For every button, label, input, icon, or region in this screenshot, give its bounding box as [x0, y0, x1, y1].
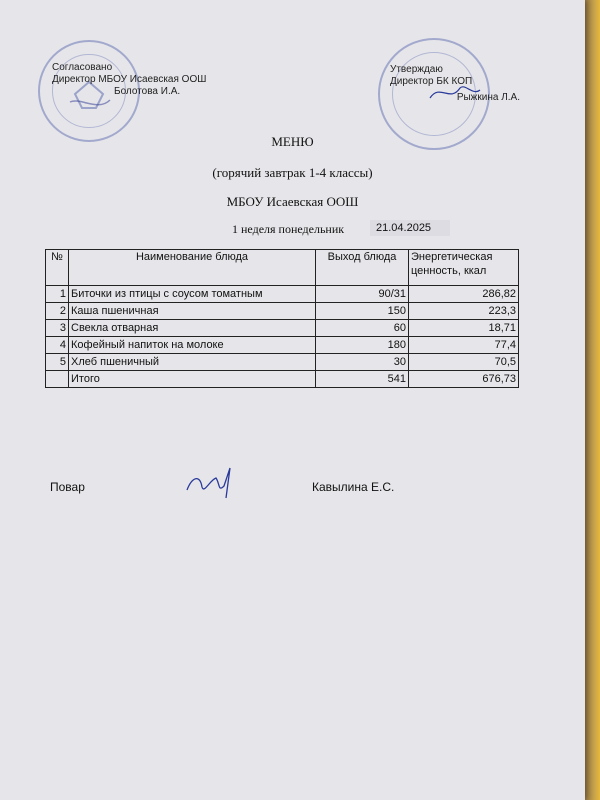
table-row — [46, 303, 519, 320]
left-approval-position: Директор МБОУ Исаевская ООШ — [52, 74, 207, 85]
row-dish: Свекла отварная — [69, 320, 316, 337]
row-energy: 223,3 — [409, 303, 519, 320]
page-title: МЕНЮ — [271, 134, 314, 149]
row-energy: 286,82 — [409, 286, 519, 303]
row-number: 2 — [46, 303, 69, 320]
total-yield: 541 — [316, 371, 409, 388]
total-number — [46, 371, 69, 388]
cook-signature-icon — [182, 462, 242, 502]
right-approval-position: Директор БК КОП — [390, 76, 473, 87]
cook-name: Кавылина Е.С. — [312, 480, 395, 494]
week-day-label: 1 неделя понедельник — [232, 222, 345, 236]
row-number: 4 — [46, 337, 69, 354]
row-yield: 90/31 — [316, 286, 409, 303]
row-yield: 150 — [316, 303, 409, 320]
left-approval-name: Болотова И.А. — [114, 86, 181, 97]
col-energy: Энергетическая ценность, ккал — [409, 250, 519, 286]
row-number: 3 — [46, 320, 69, 337]
row-dish: Кофейный напиток на молоке — [69, 337, 316, 354]
right-approval-label: Утверждаю — [390, 64, 443, 75]
table-row — [46, 320, 519, 337]
school-name: МБОУ Исаевская ООШ — [226, 194, 359, 209]
left-approval-label: Согласовано — [52, 62, 113, 73]
table-row — [46, 354, 519, 371]
row-energy: 70,5 — [409, 354, 519, 371]
right-approval-name: Рыжкина Л.А. — [456, 92, 520, 103]
row-yield: 30 — [316, 354, 409, 371]
row-number: 5 — [46, 354, 69, 371]
table-row — [46, 337, 519, 354]
table-total-row — [46, 371, 519, 388]
col-dish-name: Наименование блюда — [69, 250, 316, 286]
total-label: Итого — [69, 371, 316, 388]
cook-role: Повар — [50, 480, 85, 494]
col-number: № — [46, 250, 69, 286]
row-energy: 18,71 — [409, 320, 519, 337]
row-dish: Биточки из птицы с соусом томатным — [69, 286, 316, 303]
col-yield: Выход блюда — [316, 250, 409, 286]
left-approval — [52, 62, 206, 98]
row-yield: 180 — [316, 337, 409, 354]
date-field: 21.04.2025 — [370, 220, 450, 236]
total-energy: 676,73 — [409, 371, 519, 388]
right-signature-icon — [425, 78, 485, 108]
row-number: 1 — [46, 286, 69, 303]
table-row — [46, 286, 519, 303]
row-dish: Каша пшеничная — [69, 303, 316, 320]
row-energy: 77,4 — [409, 337, 519, 354]
row-yield: 60 — [316, 320, 409, 337]
table-header-row — [46, 250, 519, 286]
menu-table — [45, 249, 519, 388]
page-subtitle: (горячий завтрак 1-4 классы) — [212, 165, 373, 180]
row-dish: Хлеб пшеничный — [69, 354, 316, 371]
